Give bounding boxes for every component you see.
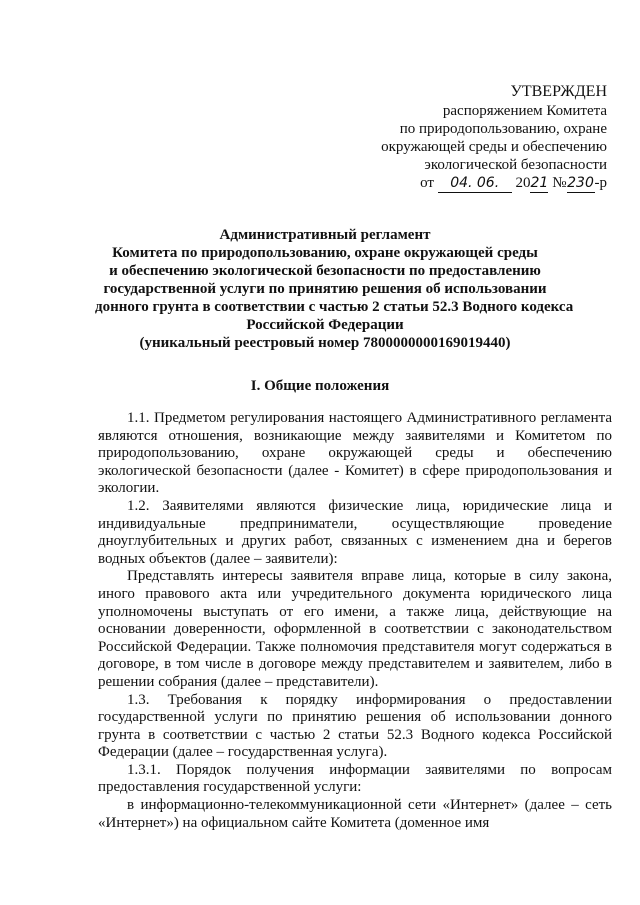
handwritten-number: 230 bbox=[567, 175, 594, 191]
approval-stamp bbox=[307, 83, 607, 193]
paragraph: 1.2. Заявителями являются физические лица, юридические лица и индивидуальные предприниматели, осуществляющие проведение дноуглубительных и других работ, связанных с изменением дна и берегов водных объектов (далее – заявители): bbox=[98, 497, 612, 567]
handwritten-date: 04. 06. bbox=[438, 174, 512, 193]
document-title bbox=[95, 226, 574, 352]
title-line: донного грунта в соответствии с частью 2 статьи 52.3 Водного кодекса bbox=[95, 299, 574, 315]
approval-line: экологической безопасности bbox=[424, 157, 607, 173]
approval-heading: УТВЕРЖДЕН bbox=[510, 83, 607, 100]
paragraph: Представлять интересы заявителя вправе лица, которые в силу закона, иного правового акта или учредительного документа юридического лица уполномочены выступать от его имени, а также лица, действующие на основании доверенности, оформленной в соответствии с законодательством Российской Федерации. Также полномочия представителя могут содержаться в договоре, в том числе в договоре между представителем и заявителем, либо в решении собрания (далее – представители). bbox=[98, 568, 612, 690]
year-prefix: 20 bbox=[515, 175, 531, 191]
handwritten-year: 21 bbox=[530, 175, 549, 191]
title-line: Российской Федерации bbox=[246, 317, 404, 333]
paragraph: 1.3.1. Порядок получения информации заявителями по вопросам предоставления государственной услуги: bbox=[98, 761, 612, 796]
title-line: и обеспечению экологической безопасности по предоставлению bbox=[109, 263, 541, 279]
section-title: I. Общие положения bbox=[250, 378, 390, 394]
title-line: Административный регламент bbox=[219, 227, 431, 243]
paragraph: 1.1. Предметом регулирования настоящего Административного регламента являются отношения, возникающие между заявителями и Комитетом по природопользованию, охране окружающей среды и обеспечению экологической безопасности (далее - Комитет) в сфере природопользования и экологии. bbox=[98, 410, 612, 497]
document-body bbox=[98, 410, 612, 832]
number-suffix: -р bbox=[594, 175, 607, 191]
title-line: государственной услуги по принятию решения об использовании bbox=[103, 281, 547, 297]
date-prefix: от bbox=[420, 175, 434, 191]
approval-date-line bbox=[307, 174, 607, 193]
paragraph: 1.3. Требования к порядку информирования о предоставлении государственной услуги по принятию решения об использовании донного грунта в соответствии с частью 2 статьи 52.3 Водного кодекса Российской Федерации (далее – государственная услуга). bbox=[98, 691, 612, 761]
approval-line: по природопользованию, охране bbox=[399, 121, 607, 137]
number-sign: № bbox=[552, 175, 567, 191]
title-line: (уникальный реестровый номер 7800000000169019440) bbox=[139, 335, 511, 351]
title-line: Комитета по природопользованию, охране окружающей среды bbox=[112, 245, 538, 261]
approval-line: окружающей среды и обеспечению bbox=[381, 139, 607, 155]
approval-line: распоряжением Комитета bbox=[442, 103, 607, 119]
paragraph: в информационно-телекоммуникационной сети «Интернет» (далее – сеть «Интернет») на официальном сайте Комитета (доменное имя bbox=[98, 797, 612, 831]
